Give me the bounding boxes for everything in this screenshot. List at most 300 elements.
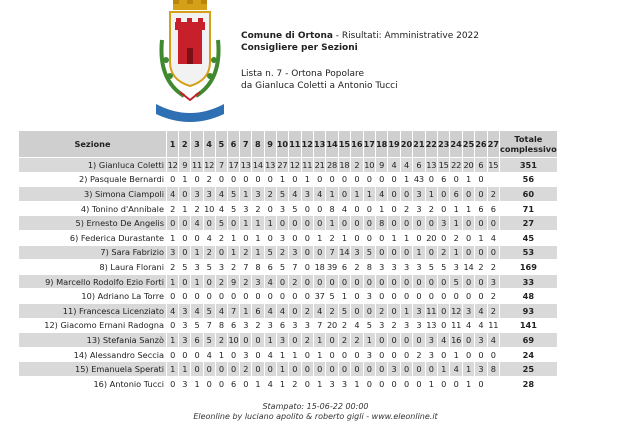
vote-cell: 0 xyxy=(289,333,300,347)
vote-cell: 5 xyxy=(179,260,190,274)
vote-cell: 10 xyxy=(228,334,239,345)
vote-cell: 13 xyxy=(426,320,437,331)
vote-cell: 4 xyxy=(167,187,178,201)
vote-cell: 2 xyxy=(167,202,178,216)
total-cell: 56 xyxy=(500,173,557,187)
total-cell: 71 xyxy=(500,202,557,216)
vote-cell: 3 xyxy=(240,202,251,216)
vote-cell: 0 xyxy=(450,173,461,187)
vote-cell: 0 xyxy=(364,377,375,391)
vote-cell: 2 xyxy=(326,304,337,318)
vote-cell: 0 xyxy=(216,362,227,376)
vote-cell: 7 xyxy=(240,260,251,274)
vote-cell: 2 xyxy=(339,333,350,347)
footer-credit: Eleonline by luciano apolito & roberto gigli - www.eleonline.it xyxy=(193,412,438,421)
vote-cell: 0 xyxy=(289,216,300,230)
vote-cell: 0 xyxy=(388,187,399,201)
vote-cell: 3 xyxy=(388,260,399,274)
vote-cell: 0 xyxy=(351,275,362,289)
vote-cell: 5 xyxy=(450,275,461,289)
vote-cell: 0 xyxy=(204,275,215,289)
vote-cell: 0 xyxy=(326,275,337,289)
vote-cell: 43 xyxy=(413,174,424,185)
vote-cell: 0 xyxy=(277,289,288,303)
vote-cell: 0 xyxy=(475,173,486,187)
vote-cell: 3 xyxy=(475,362,486,376)
vote-cell: 4 xyxy=(277,304,288,318)
table-row xyxy=(19,348,557,362)
vote-cell: 3 xyxy=(179,304,190,318)
vote-cell: 1 xyxy=(463,377,474,391)
vote-cell: 6 xyxy=(191,333,202,347)
vote-cell: 0 xyxy=(388,202,399,216)
table-row xyxy=(19,202,557,216)
vote-cell: 0 xyxy=(351,289,362,303)
vote-cell: 0 xyxy=(463,333,474,347)
vote-cell: 3 xyxy=(179,377,190,391)
vote-cell: 0 xyxy=(426,362,437,376)
vote-cell: 3 xyxy=(216,260,227,274)
vote-cell: 1 xyxy=(463,173,474,187)
vote-cell: 11 xyxy=(488,320,499,331)
vote-cell: 4 xyxy=(216,202,227,216)
candidate-name: 9) Marcello Rodolfo Ezio Forti xyxy=(19,275,166,289)
column-header-section: 5 xyxy=(216,131,227,157)
vote-cell: 2 xyxy=(488,260,499,274)
vote-cell: 4 xyxy=(314,187,325,201)
vote-cell: 1 xyxy=(167,362,178,376)
total-cell: 45 xyxy=(500,231,557,245)
vote-cell: 11 xyxy=(426,305,437,316)
vote-cell: 2 xyxy=(413,348,424,362)
vote-cell: 2 xyxy=(252,202,263,216)
vote-cell: 3 xyxy=(339,377,350,391)
column-header-section: 25 xyxy=(463,131,474,157)
total-cell: 25 xyxy=(500,362,557,376)
vote-cell: 3 xyxy=(191,187,202,201)
column-header-section: 21 xyxy=(413,131,424,157)
vote-cell: 0 xyxy=(191,173,202,187)
vote-cell: 5 xyxy=(228,187,239,201)
vote-cell: 0 xyxy=(450,289,461,303)
vote-cell: 1 xyxy=(450,348,461,362)
vote-cell: 0 xyxy=(216,246,227,260)
vote-cell: 37 xyxy=(314,291,325,302)
vote-cell: 3 xyxy=(413,319,424,333)
vote-cell: 2 xyxy=(450,231,461,245)
vote-cell: 0 xyxy=(475,289,486,303)
vote-cell: 2 xyxy=(488,289,499,303)
vote-cell: 0 xyxy=(277,216,288,230)
vote-cell: 7 xyxy=(314,319,325,333)
vote-cell: 0 xyxy=(240,333,251,347)
vote-cell: 5 xyxy=(277,187,288,201)
vote-cell: 5 xyxy=(204,304,215,318)
vote-cell: 6 xyxy=(277,319,288,333)
vote-cell: 0 xyxy=(401,289,412,303)
municipality-name: Comune di Ortona xyxy=(241,31,333,41)
vote-cell: 0 xyxy=(401,187,412,201)
vote-cell: 0 xyxy=(388,246,399,260)
column-header-section: 6 xyxy=(228,131,239,157)
vote-cell: 1 xyxy=(252,216,263,230)
column-header-section: 12 xyxy=(302,131,313,157)
vote-cell: 5 xyxy=(191,319,202,333)
vote-cell: 1 xyxy=(179,362,190,376)
vote-cell: 1 xyxy=(302,173,313,187)
vote-cell: 0 xyxy=(302,362,313,376)
table-row xyxy=(19,187,557,201)
vote-cell: 4 xyxy=(351,319,362,333)
vote-cell: 1 xyxy=(339,231,350,245)
vote-cell: 4 xyxy=(191,304,202,318)
vote-cell: 7 xyxy=(326,246,337,260)
vote-cell: 0 xyxy=(388,304,399,318)
page-subtitle: Consigliere per Sezioni xyxy=(241,43,358,53)
vote-cell: 0 xyxy=(252,348,263,362)
candidate-name: 10) Adriano La Torre xyxy=(19,289,166,303)
vote-cell: 0 xyxy=(204,377,215,391)
vote-cell: 3 xyxy=(302,187,313,201)
vote-cell: 0 xyxy=(314,173,325,187)
vote-cell: 9 xyxy=(376,158,387,172)
vote-cell: 0 xyxy=(302,231,313,245)
vote-cell: 14 xyxy=(463,261,474,272)
vote-cell: 5 xyxy=(364,246,375,260)
vote-cell: 3 xyxy=(240,348,251,362)
total-cell: 60 xyxy=(500,187,557,201)
total-cell: 69 xyxy=(500,333,557,347)
vote-cell: 0 xyxy=(167,216,178,230)
column-header-section: 14 xyxy=(326,131,337,157)
vote-cell: 2 xyxy=(228,260,239,274)
vote-cell: 1 xyxy=(277,348,288,362)
vote-cell: 4 xyxy=(204,348,215,362)
vote-cell: 0 xyxy=(314,202,325,216)
vote-cell: 0 xyxy=(191,362,202,376)
vote-cell: 0 xyxy=(339,348,350,362)
vote-cell: 18 xyxy=(314,261,325,272)
vote-cell: 1 xyxy=(191,377,202,391)
vote-cell: 8 xyxy=(216,319,227,333)
vote-cell: 5 xyxy=(204,333,215,347)
candidate-name: 14) Alessandro Seccia xyxy=(19,348,166,362)
vote-cell: 1 xyxy=(426,377,437,391)
vote-cell: 0 xyxy=(240,173,251,187)
vote-cell: 2 xyxy=(240,362,251,376)
vote-cell: 0 xyxy=(326,362,337,376)
vote-cell: 1 xyxy=(191,246,202,260)
vote-cell: 0 xyxy=(401,246,412,260)
vote-cell: 0 xyxy=(216,173,227,187)
vote-cell: 1 xyxy=(277,362,288,376)
vote-cell: 20 xyxy=(426,232,437,243)
vote-cell: 1 xyxy=(364,187,375,201)
vote-cell: 1 xyxy=(326,216,337,230)
vote-cell: 0 xyxy=(388,275,399,289)
total-cell: 351 xyxy=(500,158,557,172)
column-header-section: 27 xyxy=(488,131,499,157)
total-cell: 24 xyxy=(500,348,557,362)
vote-cell: 2 xyxy=(351,260,362,274)
vote-cell: 3 xyxy=(179,319,190,333)
vote-cell: 8 xyxy=(376,216,387,230)
vote-cell: 8 xyxy=(326,202,337,216)
vote-cell: 1 xyxy=(216,348,227,362)
vote-cell: 0 xyxy=(326,348,337,362)
vote-cell: 27 xyxy=(277,159,288,170)
vote-cell: 4 xyxy=(401,158,412,172)
vote-cell: 4 xyxy=(376,187,387,201)
vote-cell: 3 xyxy=(351,246,362,260)
vote-cell: 2 xyxy=(388,319,399,333)
vote-cell: 1 xyxy=(265,333,276,347)
vote-cell: 4 xyxy=(339,202,350,216)
column-header-section: 24 xyxy=(450,131,461,157)
vote-cell: 0 xyxy=(426,173,437,187)
vote-cell: 3 xyxy=(289,319,300,333)
vote-cell: 3 xyxy=(426,348,437,362)
vote-cell: 0 xyxy=(401,348,412,362)
column-header-section: 1 xyxy=(167,131,178,157)
vote-cell: 0 xyxy=(240,377,251,391)
vote-cell: 3 xyxy=(450,260,461,274)
vote-cell: 10 xyxy=(204,203,215,214)
vote-cell: 2 xyxy=(204,173,215,187)
vote-cell: 5 xyxy=(228,202,239,216)
vote-cell: 2 xyxy=(339,319,350,333)
column-header-section: 7 xyxy=(240,131,251,157)
vote-cell: 0 xyxy=(240,231,251,245)
vote-cell: 11 xyxy=(451,320,462,331)
column-header-section: 4 xyxy=(204,131,215,157)
vote-cell: 3 xyxy=(289,246,300,260)
vote-cell: 3 xyxy=(475,333,486,347)
vote-cell: 1 xyxy=(351,377,362,391)
vote-cell: 0 xyxy=(463,275,474,289)
vote-cell: 1 xyxy=(401,173,412,187)
vote-cell: 0 xyxy=(463,231,474,245)
vote-cell: 5 xyxy=(204,260,215,274)
vote-cell: 9 xyxy=(228,275,239,289)
table-row xyxy=(19,231,557,245)
vote-cell: 0 xyxy=(376,362,387,376)
vote-cell: 0 xyxy=(376,246,387,260)
list-line-2: da Gianluca Coletti a Antonio Tucci xyxy=(241,81,398,91)
vote-cell: 4 xyxy=(488,333,499,347)
candidate-name: 12) Giacomo Ernani Radogna xyxy=(19,319,166,333)
vote-cell: 0 xyxy=(351,348,362,362)
column-header-section: 19 xyxy=(388,131,399,157)
vote-cell: 0 xyxy=(351,231,362,245)
vote-cell: 0 xyxy=(314,216,325,230)
vote-cell: 2 xyxy=(240,246,251,260)
vote-cell: 0 xyxy=(488,246,499,260)
vote-cell: 0 xyxy=(302,289,313,303)
vote-cell: 0 xyxy=(228,173,239,187)
vote-cell: 2 xyxy=(191,202,202,216)
vote-cell: 3 xyxy=(191,260,202,274)
vote-cell: 12 xyxy=(451,305,462,316)
column-header-section: 15 xyxy=(339,131,350,157)
vote-cell: 8 xyxy=(488,362,499,376)
vote-cell: 0 xyxy=(388,173,399,187)
vote-cell: 3 xyxy=(302,319,313,333)
vote-cell: 15 xyxy=(438,159,449,170)
vote-cell: 4 xyxy=(216,187,227,201)
vote-cell: 0 xyxy=(364,202,375,216)
vote-cell: 0 xyxy=(240,289,251,303)
column-header-section: 26 xyxy=(475,131,486,157)
vote-cell: 4 xyxy=(488,231,499,245)
vote-cell: 0 xyxy=(167,348,178,362)
total-cell: 93 xyxy=(500,304,557,318)
vote-cell: 0 xyxy=(413,216,424,230)
vote-cell: 3 xyxy=(413,260,424,274)
vote-cell: 16 xyxy=(451,334,462,345)
column-header-total: Totale complessivo xyxy=(500,131,557,157)
vote-cell: 1 xyxy=(314,348,325,362)
vote-cell: 0 xyxy=(401,216,412,230)
vote-cell: 2 xyxy=(289,377,300,391)
vote-cell: 3 xyxy=(438,216,449,230)
vote-cell: 2 xyxy=(265,187,276,201)
vote-cell: 4 xyxy=(265,304,276,318)
vote-cell: 3 xyxy=(376,319,387,333)
list-line-1: Lista n. 7 - Ortona Popolare xyxy=(241,69,365,79)
vote-cell: 0 xyxy=(463,289,474,303)
vote-cell: 3 xyxy=(277,231,288,245)
vote-cell: 0 xyxy=(413,362,424,376)
vote-cell: 0 xyxy=(438,187,449,201)
vote-cell: 6 xyxy=(475,158,486,172)
vote-cell: 4 xyxy=(204,231,215,245)
candidate-name: 6) Federica Durastante xyxy=(19,231,166,245)
vote-cell: 0 xyxy=(401,377,412,391)
vote-cell: 2 xyxy=(351,333,362,347)
vote-cell: 0 xyxy=(364,362,375,376)
vote-cell: 2 xyxy=(488,187,499,201)
vote-cell: 0 xyxy=(376,231,387,245)
vote-cell: 0 xyxy=(252,289,263,303)
column-header-section: 22 xyxy=(426,131,437,157)
vote-cell: 0 xyxy=(438,377,449,391)
vote-cell: 11 xyxy=(191,159,202,170)
vote-cell: 0 xyxy=(339,362,350,376)
vote-cell: 0 xyxy=(289,362,300,376)
vote-cell: 3 xyxy=(388,362,399,376)
vote-cell: 0 xyxy=(475,377,486,391)
vote-cell: 3 xyxy=(277,202,288,216)
vote-cell: 0 xyxy=(289,304,300,318)
vote-cell: 2 xyxy=(252,319,263,333)
vote-cell: 0 xyxy=(388,333,399,347)
vote-cell: 2 xyxy=(438,246,449,260)
candidate-name: 8) Laura Florani xyxy=(19,260,166,274)
vote-cell: 1 xyxy=(388,231,399,245)
vote-cell: 0 xyxy=(438,348,449,362)
vote-cell: 5 xyxy=(326,289,337,303)
vote-cell: 4 xyxy=(265,348,276,362)
vote-cell: 3 xyxy=(426,333,437,347)
vote-cell: 3 xyxy=(401,260,412,274)
vote-cell: 0 xyxy=(216,289,227,303)
vote-cell: 0 xyxy=(475,275,486,289)
vote-cell: 1 xyxy=(401,304,412,318)
vote-cell: 4 xyxy=(167,304,178,318)
column-header-section: 16 xyxy=(351,131,362,157)
vote-cell: 0 xyxy=(463,216,474,230)
vote-cell: 2 xyxy=(240,275,251,289)
vote-cell: 2 xyxy=(488,304,499,318)
table-row xyxy=(19,333,557,347)
vote-cell: 1 xyxy=(314,333,325,347)
candidate-name: 11) Francesca Licenziato xyxy=(19,304,166,318)
vote-cell: 1 xyxy=(252,231,263,245)
vote-cell: 0 xyxy=(364,216,375,230)
vote-cell: 0 xyxy=(289,231,300,245)
table-row xyxy=(19,289,557,303)
vote-cell: 21 xyxy=(314,159,325,170)
candidate-name: 1) Gianluca Coletti xyxy=(19,158,166,172)
table-row xyxy=(19,216,557,230)
column-header-section: 8 xyxy=(252,131,263,157)
table-header-row xyxy=(19,131,557,157)
vote-cell: 3 xyxy=(401,319,412,333)
vote-cell: 2 xyxy=(302,304,313,318)
vote-cell: 0 xyxy=(388,289,399,303)
vote-cell: 4 xyxy=(265,275,276,289)
table-row xyxy=(19,362,557,376)
vote-cell: 1 xyxy=(240,304,251,318)
vote-cell: 0 xyxy=(265,173,276,187)
vote-cell: 0 xyxy=(179,289,190,303)
vote-cell: 0 xyxy=(388,216,399,230)
vote-cell: 0 xyxy=(438,304,449,318)
vote-cell: 12 xyxy=(204,159,215,170)
vote-cell: 0 xyxy=(376,173,387,187)
column-header-section: 18 xyxy=(376,131,387,157)
vote-cell: 4 xyxy=(265,377,276,391)
vote-cell: 0 xyxy=(426,289,437,303)
candidate-name: 16) Antonio Tucci xyxy=(19,377,166,391)
page-header xyxy=(0,0,631,128)
table-row xyxy=(19,260,557,274)
vote-cell: 0 xyxy=(265,202,276,216)
vote-cell: 0 xyxy=(388,377,399,391)
vote-cell: 4 xyxy=(450,362,461,376)
vote-cell: 0 xyxy=(302,202,313,216)
vote-cell: 4 xyxy=(475,319,486,333)
vote-cell: 0 xyxy=(314,362,325,376)
vote-cell: 5 xyxy=(426,260,437,274)
vote-cell: 0 xyxy=(204,362,215,376)
vote-cell: 13 xyxy=(426,159,437,170)
vote-cell: 2 xyxy=(351,158,362,172)
column-header-section: 10 xyxy=(277,131,288,157)
vote-cell: 14 xyxy=(252,159,263,170)
vote-cell: 7 xyxy=(204,319,215,333)
vote-cell: 2 xyxy=(277,246,288,260)
vote-cell: 5 xyxy=(438,260,449,274)
vote-cell: 1 xyxy=(450,246,461,260)
vote-cell: 12 xyxy=(289,159,300,170)
total-cell: 53 xyxy=(500,246,557,260)
vote-cell: 6 xyxy=(339,260,350,274)
vote-cell: 7 xyxy=(216,158,227,172)
vote-cell: 3 xyxy=(413,304,424,318)
vote-cell: 0 xyxy=(252,173,263,187)
